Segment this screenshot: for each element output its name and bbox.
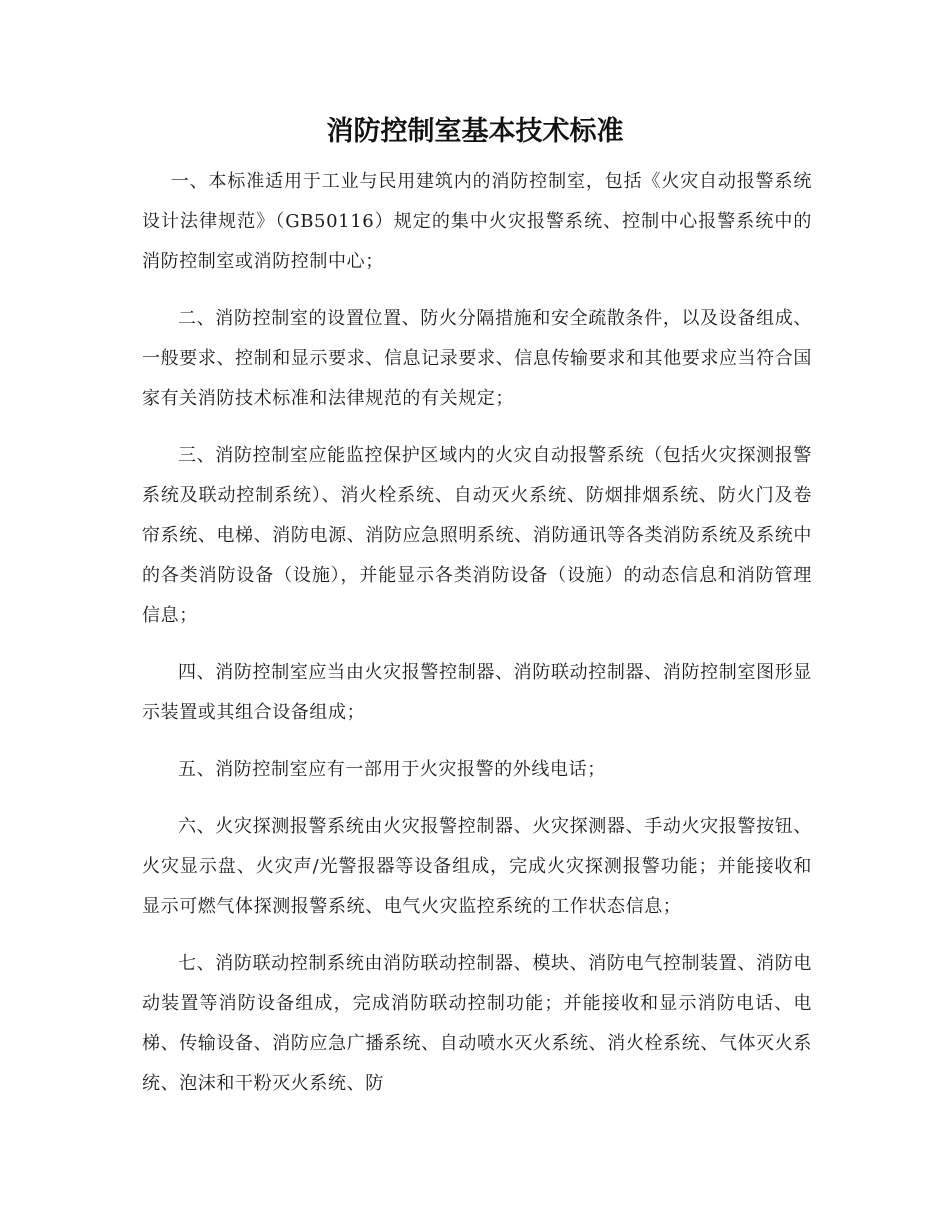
paragraph-5: 五、消防控制室应有一部用于火灾报警的外线电话； — [178, 759, 606, 780]
paragraph-4: 四、消防控制室应当由火灾报警控制器、消防联动控制器、消防控制室图形显示装置或其组合设备组成； — [142, 662, 812, 723]
paragraph-2: 二、消防控制室的设置位置、防火分隔措施和安全疏散条件，以及设备组成、一般要求、控制和显示要求、信息记录要求、信息传输要求和其他要求应当符合国家有关消防技术标准和法律规范的有关规定； — [142, 308, 812, 409]
document-body — [142, 162, 812, 1121]
paragraph-3: 三、消防控制室应能监控保护区域内的火灾自动报警系统（包括火灾探测报警系统及联动控制系统）、消火栓系统、自动灭火系统、防烟排烟系统、防火门及卷帘系统、电梯、消防电源、消防应急照明系统、消防通讯等各类消防系统及系统中的各类消防设备（设施），并能显示各类消防设备（设施）的动态信息和消防管理信息； — [142, 445, 812, 626]
paragraph-1: 一、本标准适用于工业与民用建筑内的消防控制室，包括《火灾自动报警系统设计法律规范》（GB50116）规定的集中火灾报警系统、控制中心报警系统中的消防控制室或消防控制中心； — [142, 171, 812, 272]
document-title: 消防控制室基本技术标准 — [326, 116, 624, 147]
paragraph-7: 七、消防联动控制系统由消防联动控制器、模块、消防电气控制装置、消防电动装置等消防设备组成，完成消防联动控制功能；并能接收和显示消防电话、电梯、传输设备、消防应急广播系统、自动喷水灭火系统、消火栓系统、气体灭火系统、泡沫和干粉灭火系统、防 — [142, 953, 812, 1094]
paragraph-6: 六、火灾探测报警系统由火灾报警控制器、火灾探测器、手动火灾报警按钮、火灾显示盘、火灾声/光警报器等设备组成，完成火灾探测报警功能；并能接收和显示可燃气体探测报警系统、电气火灾监控系统的工作状态信息； — [142, 816, 812, 917]
